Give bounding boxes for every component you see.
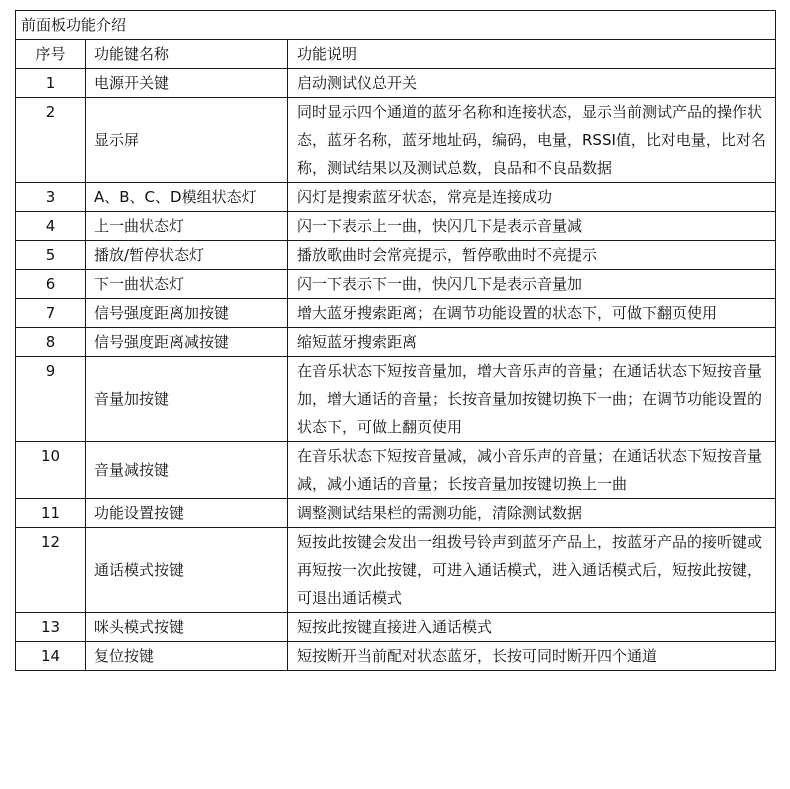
- row-desc: 闪灯是搜索蓝牙状态，常亮是连接成功: [288, 183, 776, 212]
- row-no: 3: [16, 183, 86, 212]
- table-header-row: [16, 40, 776, 69]
- header-no: 序号: [16, 40, 86, 69]
- row-no: 8: [16, 328, 86, 357]
- row-desc: 同时显示四个通道的蓝牙名称和连接状态，显示当前测试产品的操作状态，蓝牙名称，蓝牙地址码，编码，电量，RSSI值，比对电量，比对名称，测试结果以及测试总数，良品和不良品数据: [288, 98, 776, 183]
- row-no: 9: [16, 357, 86, 442]
- table-row: [16, 183, 776, 212]
- row-name: 上一曲状态灯: [86, 212, 288, 241]
- row-desc: 启动测试仪总开关: [288, 69, 776, 98]
- row-desc: 调整测试结果栏的需测功能，清除测试数据: [288, 499, 776, 528]
- table-title-row: [16, 11, 776, 40]
- row-desc: 短按此按键会发出一组拨号铃声到蓝牙产品上，按蓝牙产品的接听键或再短按一次此按键，可进入通话模式，进入通话模式后，短按此按键，可退出通话模式: [288, 528, 776, 613]
- row-name: 音量加按键: [86, 357, 288, 442]
- table-row: [16, 642, 776, 671]
- row-desc: 缩短蓝牙搜索距离: [288, 328, 776, 357]
- row-no: 10: [16, 442, 86, 499]
- row-no: 2: [16, 98, 86, 183]
- header-desc: 功能说明: [288, 40, 776, 69]
- row-name: 信号强度距离减按键: [86, 328, 288, 357]
- row-desc: 增大蓝牙搜索距离；在调节功能设置的状态下，可做下翻页使用: [288, 299, 776, 328]
- row-name: 复位按键: [86, 642, 288, 671]
- row-name: 信号强度距离加按键: [86, 299, 288, 328]
- row-no: 6: [16, 270, 86, 299]
- row-name: 下一曲状态灯: [86, 270, 288, 299]
- row-name: 音量减按键: [86, 442, 288, 499]
- row-name: 播放/暂停状态灯: [86, 241, 288, 270]
- row-name: 通话模式按键: [86, 528, 288, 613]
- row-no: 13: [16, 613, 86, 642]
- row-no: 7: [16, 299, 86, 328]
- row-name: 咪头模式按键: [86, 613, 288, 642]
- row-no: 12: [16, 528, 86, 613]
- table-row: [16, 241, 776, 270]
- table-row: [16, 98, 776, 183]
- row-desc: 闪一下表示下一曲，快闪几下是表示音量加: [288, 270, 776, 299]
- table-title: 前面板功能介绍: [16, 11, 776, 40]
- row-desc: 播放歌曲时会常亮提示，暂停歌曲时不亮提示: [288, 241, 776, 270]
- table-row: [16, 357, 776, 442]
- row-desc: 闪一下表示上一曲，快闪几下是表示音量减: [288, 212, 776, 241]
- row-desc: 在音乐状态下短按音量减，减小音乐声的音量；在通话状态下短按音量减，减小通话的音量；长按音量加按键切换上一曲: [288, 442, 776, 499]
- row-name: 电源开关键: [86, 69, 288, 98]
- table-row: [16, 328, 776, 357]
- front-panel-document: [15, 10, 775, 671]
- row-desc: 短按断开当前配对状态蓝牙，长按可同时断开四个通道: [288, 642, 776, 671]
- row-no: 4: [16, 212, 86, 241]
- table-row: [16, 69, 776, 98]
- header-name: 功能键名称: [86, 40, 288, 69]
- table-row: [16, 528, 776, 613]
- row-name: 功能设置按键: [86, 499, 288, 528]
- row-no: 11: [16, 499, 86, 528]
- row-desc: 短按此按键直接进入通话模式: [288, 613, 776, 642]
- row-desc: 在音乐状态下短按音量加，增大音乐声的音量；在通话状态下短按音量加，增大通话的音量；长按音量加按键切换下一曲；在调节功能设置的状态下，可做上翻页使用: [288, 357, 776, 442]
- table-row: [16, 212, 776, 241]
- table-row: [16, 299, 776, 328]
- row-name: A、B、C、D模组状态灯: [86, 183, 288, 212]
- table-row: [16, 270, 776, 299]
- table-row: [16, 613, 776, 642]
- row-no: 1: [16, 69, 86, 98]
- row-name: 显示屏: [86, 98, 288, 183]
- table-row: [16, 499, 776, 528]
- table-row: [16, 442, 776, 499]
- row-no: 14: [16, 642, 86, 671]
- front-panel-function-table: [15, 10, 776, 671]
- row-no: 5: [16, 241, 86, 270]
